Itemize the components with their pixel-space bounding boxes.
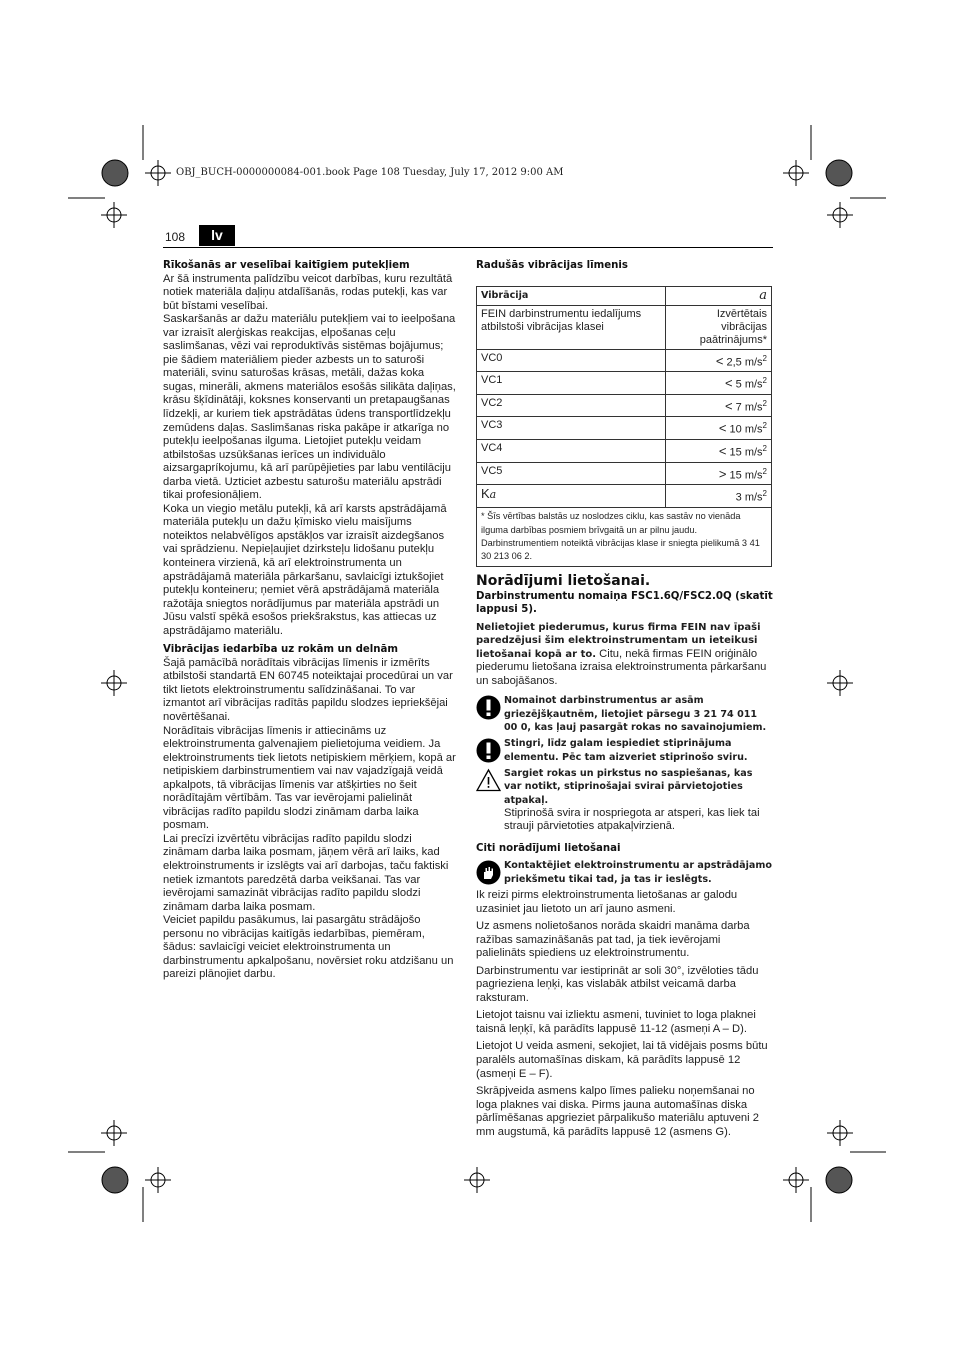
table-subheader-left: FEIN darbinstrumentu iedalījums atbilstoši vibrācijas klasei xyxy=(477,305,666,349)
table-row-vc4 xyxy=(477,440,772,463)
table-class-value: < 10 $m/s^2$ xyxy=(666,417,772,440)
table-header-row xyxy=(477,286,772,305)
table-subheader-row xyxy=(477,305,772,349)
table-class-label: VC4 xyxy=(477,440,666,463)
book-info: OBJ_BUCH-0000000084-001.book Page 108 Tuesday, July 17, 2012 9:00 AM xyxy=(176,167,564,178)
table-row-vc0 xyxy=(477,349,772,372)
caution-triangle-icon xyxy=(476,768,501,793)
table-row-vc2 xyxy=(477,394,772,417)
other-title: Citi norādījumi lietošanai xyxy=(476,842,621,854)
hand-notice xyxy=(476,859,773,886)
table-class-value: > 15 $m/s^2$ xyxy=(666,462,772,485)
table-class-value: < 2,5 $m/s^2$ xyxy=(666,349,772,372)
table-row-k xyxy=(477,485,772,508)
dust-paragraph-2: Saskaršanās ar dažu materiālu putekļiem vai to ieelpošana var izraisīt alerģiskas reakcijas, elpošanas ceļu saslimšanas, vēzi vai reproduktīvās sistēmas bojājumus; pie šādiem materiāliem pieder azbests un to saturoši materiāli, svinu saturošas krāsas, metāli, dažas koka sugas, minerāli, akmens materiālos esošās silikāta daļiņas, krāsu šķīdinātāji, koksnes konservanti un pretapaugšanas līdzekļi, ar kuriem tiek apstrādātas ūdens transportlīdzekļu zemūdens daļas. Saslimšanas riska pakāpe ir atkarīga no putekļu ieelpošanas ilguma. Lietojiet putekļu veidam atbilstošas uzsūkšanas ierīces un individuālo aizsargapríkojumu, kā arī parūpējieties par labu ventilāciju darba vietā. Uzticiet azbestu saturošu materiālu apstrādi tikai profesionāļiem. xyxy=(163,313,456,502)
usage-paragraph-4: Lietojot taisnu vai izliektu asmeni, tuviniet to loga plaknei taisnā leņķī, kā parādīts lappusē 11-12 (asmeņi A – D). xyxy=(476,1009,756,1035)
table-header-symbol: a xyxy=(666,286,772,305)
table-header-vibration: Vibrācija xyxy=(477,286,666,305)
vibration-paragraph-3: Lai precīzi izvērtētu vibrācijas radīto papildu slodzi zināmam darba laika posmam, jāņem vērā arī laiks, kad elektroinstruments ir izslēgts vai arī darbojas, taču faktiski netiek izmantots paredzētā darba veikšanai. Tas var ievērojami samazināt vibrācijas radīto papildu slodzi zināmam darba laika posmam. xyxy=(163,832,449,913)
table-row-vc1 xyxy=(477,372,772,395)
table-class-value: < 15 $m/s^2$ xyxy=(666,440,772,463)
page-number: 108 xyxy=(165,230,186,244)
accessory-paragraph: Nelietojiet piederumus, kurus firma FEIN nav īpaši paredzējusi šim elektroinstrumentam un ieteikusi lietošanai kopā ar to. Citu, nekā firmas FEIN oriģinālo piederumu lietošana izraisa elektroinstrumenta pārkaršanu un sabojāšanos. xyxy=(476,621,767,687)
language-badge: lv xyxy=(199,225,235,246)
caution-lever xyxy=(476,767,773,834)
vibration-title: Vibrācijas iedarbība uz rokām un delnām xyxy=(163,644,399,656)
exclamation-circle-icon xyxy=(476,738,501,763)
table-class-label: VC5 xyxy=(477,462,666,485)
vibration-paragraph-4: Veiciet papildu pasākumus, lai pasargātu strādājošo personu no vibrācijas kaitīgās iedarbības, piemēram, šādus: savlaicīgi veiciet elektroinstrumenta un darbinstrumentu apkalpošanu, novērsiet roku atdzišanu un pareizi plānojiet darbu. xyxy=(163,914,454,981)
vibration-table xyxy=(476,286,772,567)
usage-title: Norādījumi lietošanai. xyxy=(476,572,651,589)
vibration-paragraph-1: Šajā pamācībā norādītais vibrācijas līmenis ir izmērīts atbilstoši standartā EN 60745 noteiktajai procedūrai un var tikt lietots elektroinstrumentu salīdzināšanai. To var izmantot arī vibrācijas radītās papildu slodzes iepriekšējai novērtēšanai. xyxy=(163,656,453,723)
table-notes xyxy=(477,508,772,567)
usage-paragraph-3: Darbinstrumentu var iestiprināt ar soli 30°, izvēloties tādu pagrieziena leņķi, kas vislabāk atbilst veicamā darba raksturam. xyxy=(476,964,759,1004)
warning-blade-change xyxy=(476,694,773,734)
dust-paragraph-3: Koka un viegio metālu putekļi, kā arī karsts apstrādājamā materiāla putekļu un dažu ķīmisko vielu maisījums noteiktos nelabvēlīgos apstākļos var izraisīt aizdegšanos vai sprādzienu. Nepieļaujiet dzirksteļu lidošanu putekļu konteinera virzienā, kā arī elektroinstrumenta un apstrādājamā materiāla pārkaršanu, savlaicīgi iztukšojiet putekļu konteineru; ņemiet vērā apstrādājamā materiāla ražotāja sniegtos norādījumus par materiāla apstrādi un Jūsu valstī spēkā esošos priekšrakstus, kas attiecas uz apstrādājamo materiālu. xyxy=(163,502,447,637)
dust-title: Rīkošanās ar veselībai kaitīgiem putekļiem xyxy=(163,260,410,271)
warning-fastening xyxy=(476,737,773,764)
hand-tool-icon xyxy=(476,860,501,885)
table-row-vc5 xyxy=(477,462,772,485)
right-column xyxy=(476,259,773,1139)
table-k-label: Ka xyxy=(477,485,666,508)
table-class-label: VC0 xyxy=(477,349,666,372)
table-k-value: 3 $m/s^2$ xyxy=(666,485,772,508)
caution-lever-bold: Sargiet rokas un pirkstus no saspiešanas, kas var notikt, stiprinošajai svirai pārvietojoties atpakaļ. xyxy=(504,767,753,806)
table-class-value: < 5 $m/s^2$ xyxy=(666,372,772,395)
usage-paragraph-1: Ik reizi pirms elektroinstrumenta lietošanas ar galodu uzasiniet jau lietoto un arī jauno asmeni. xyxy=(476,889,738,915)
table-class-value: < 7 $m/s^2$ xyxy=(666,394,772,417)
table-class-label: VC2 xyxy=(477,394,666,417)
dust-paragraph-1: Ar šā instrumenta palīdzību veicot darbības, kuru rezultātā notiek materiāla daļiņu atdalīšanās, rodas putekļi, kas var būt bīstami veselībai. xyxy=(163,272,453,312)
usage-paragraph-6: Skrāpjveida asmens kalpo līmes palieku noņemšanai no loga plaknes vai diska. Pirms jauna automašīnas diska pārlīmēšanas apgrieziet pārpalikušo materiālu aptuveni 2 mm augstumā, kā parādīts lappusē 12 (asmens G). xyxy=(476,1085,759,1138)
table-class-label: VC3 xyxy=(477,417,666,440)
table-note-1: * Šīs vērtības balstās uz noslodzes ciklu, kas sastāv no vienāda ilguma darbības posmiem brīvgaitā un ar pilnu jaudu. xyxy=(481,511,741,535)
table-subheader-right: Izvērtētais vibrācijas paātrinājums* xyxy=(666,305,772,349)
usage-paragraph-5: Lietojot U veida asmeni, sekojiet, lai tā vidējais posms būtu paralēls automašīnas diskam, kā parādīts lappusē 12 (asmeņi E – F). xyxy=(476,1040,768,1080)
table-note-row xyxy=(477,508,772,567)
change-title: Darbinstrumentu nomaiņa FSC1.6Q/FSC2.0Q (skatīt lappusi 5). xyxy=(476,590,773,616)
table-row-vc3 xyxy=(477,417,772,440)
caution-lever-text: Stiprinošā svira ir nospriegota ar atsperi, kas liek tai strauji pārvietoties atpakaļvirzienā. xyxy=(504,806,760,833)
usage-paragraph-2: Uz asmens nolietošanos norāda skaidri manāma darba ražības samazināšanās pat tad, ja tiek ievērojami palielināts spiediens uz elektroinstrumentu. xyxy=(476,920,750,960)
table-class-label: VC1 xyxy=(477,372,666,395)
warning-fastening-text: Stingri, līdz galam iespiediet stiprinājuma elementu. Pēc tam aizveriet stiprinošo sviru. xyxy=(504,738,748,763)
left-column xyxy=(163,259,459,982)
exclamation-circle-icon xyxy=(476,695,501,720)
vibration-paragraph-2: Norādītais vibrācijas līmenis ir attiecināms uz elektroinstrumenta galvenajiem pielietojuma veidiem. Ja elektroinstruments tiek lietots netipiskiem mērķiem, kopā ar netipiskiem darbinstrumentiem vai nav vajadzīgajā veidā apkalpots, tā vibrācijas līmenis var atšķirties no šeit norādītajām vērtībām. Tas var ievērojami palielināt vibrācijas radīto papildu slodzi zināmam darba laika posmam. xyxy=(163,724,456,832)
table-note-2: Darbinstrumentiem noteiktā vibrācijas klase ir sniegta pielikumā 3 41 30 213 06 2. xyxy=(481,537,760,562)
warning-blade-change-text: Nomainot darbinstrumentus ar asām griezējšķautnēm, lietojiet pārsegu 3 21 74 011 00 0, kas ļauj pasargāt rokas no savainojumiem. xyxy=(504,695,767,734)
header-rule xyxy=(163,247,773,248)
table-title: Radušās vibrācijas līmenis xyxy=(476,260,628,271)
hand-notice-text: Kontaktējiet elektroinstrumentu ar apstrādājamo priekšmetu tikai tad, ja tas ir ieslēgts. xyxy=(504,860,772,885)
